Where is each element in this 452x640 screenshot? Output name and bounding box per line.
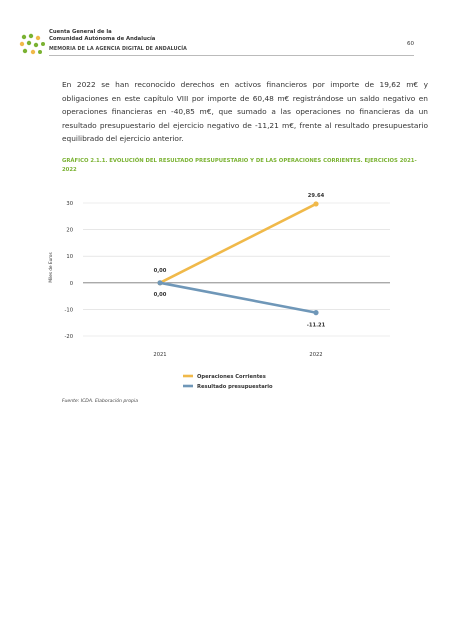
data-point bbox=[313, 310, 318, 315]
legend-label: Operaciones Corrientes bbox=[197, 374, 266, 380]
x-tick-label: 2022 bbox=[309, 352, 323, 358]
chart-title: GRÁFICO 2.1.1. EVOLUCIÓN DEL RESULTADO PRESUPUESTARIO Y DE LAS OPERACIONES CORRIENTES. EJERCICIOS 2021-2022 bbox=[62, 158, 417, 173]
data-label: 0,00 bbox=[153, 267, 167, 274]
data-label: 29.64 bbox=[307, 192, 325, 199]
data-point bbox=[313, 201, 318, 206]
data-label: -11.21 bbox=[306, 322, 326, 329]
body-paragraph: En 2022 se han reconocido derechos en activos financieros por importe de 19,62 m€ y obligaciones en este capítulo VIII por importe de 60,48 m€ registrándose un saldo negativo en operaciones financieras en -40,85 m€, que sumado a las operaciones no financieras da un resultado presupuestario del ejercicio negativo de -11,21 m€, frente al resultado presupuestario equilibrado del ejercicio anterior. bbox=[62, 80, 428, 144]
x-tick-label: 2021 bbox=[153, 352, 167, 358]
header-memoria: MEMORIA DE LA AGENCIA DIGITAL DE ANDALUCÍA bbox=[49, 47, 187, 52]
legend-label: Resultado presupuestario bbox=[197, 384, 273, 390]
series-line-resultado-presupuestario bbox=[160, 283, 316, 313]
data-point bbox=[157, 280, 162, 285]
y-tick-label: -10 bbox=[64, 307, 73, 314]
y-tick-label: -20 bbox=[64, 334, 73, 340]
y-axis-label: Miles de Euros bbox=[48, 252, 53, 283]
header-title-line1: Cuenta General de la bbox=[49, 29, 112, 35]
header-title-line2: Comunidad Autónoma de Andalucía bbox=[49, 36, 156, 42]
page-number: 60 bbox=[407, 41, 414, 47]
y-tick-label: 30 bbox=[66, 201, 73, 207]
y-tick-label: 10 bbox=[66, 254, 73, 261]
data-label: 0,00 bbox=[153, 291, 167, 298]
y-tick-label: 20 bbox=[66, 227, 73, 234]
y-tick-label: 0 bbox=[69, 280, 73, 287]
series-line-operaciones-corrientes bbox=[160, 204, 316, 283]
source-note: Fuente: ICDA. Elaboración propia bbox=[62, 399, 139, 404]
